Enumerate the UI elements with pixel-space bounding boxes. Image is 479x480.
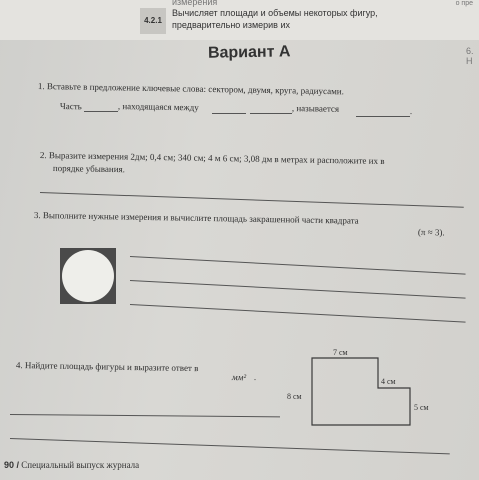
dim-left: 8 см (287, 392, 302, 401)
q1-fill-end: . (409, 106, 413, 117)
standard-code: 4.2.1 (140, 8, 166, 34)
q1-fill-between: , находящаяся между (117, 101, 199, 113)
page-footer (4, 460, 139, 470)
q1-fill-called: , называется (291, 103, 340, 114)
header-corner-text: о пре (455, 0, 473, 7)
pi-note: (π ≈ 3). (417, 227, 445, 238)
footer-text: Специальный выпуск журнала (21, 460, 140, 470)
question-3: 3. Выполните нужные измерения и вычислите площадь закрашенной части квадрата (33, 210, 359, 226)
header-cut-text: измерения (172, 0, 218, 7)
variant-title: Вариант А (207, 43, 291, 62)
question-2-line-1: 2. Выразите измерения 2дм; 0,4 см; 340 см; 4 м 6 см; 3,08 дм в метрах и расположите их в (39, 150, 385, 167)
header-line-2: предварительно измерив их (172, 20, 290, 30)
l-shape-outline (312, 358, 410, 425)
header-line-1: Вычисляет площади и объемы некоторых фигур, (172, 8, 378, 18)
q4-end: . (253, 372, 257, 383)
dim-right: 5 см (414, 403, 429, 412)
q1-fill-part: Часть (59, 101, 82, 112)
page-number: 90 / (4, 460, 20, 470)
edge-text: 6. Н (466, 46, 474, 66)
question-1: 1. Вставьте в предложение ключевые слова: сектором, двумя, круга, радиусами. (37, 81, 344, 97)
question-2-line-2: порядке убывания. (52, 163, 126, 175)
dim-step: 4 см (381, 377, 396, 386)
dim-top: 7 см (333, 348, 348, 357)
unit-mm2: мм² (231, 372, 247, 383)
question-4: 4. Найдите площадь фигуры и выразите ответ в (15, 360, 199, 374)
